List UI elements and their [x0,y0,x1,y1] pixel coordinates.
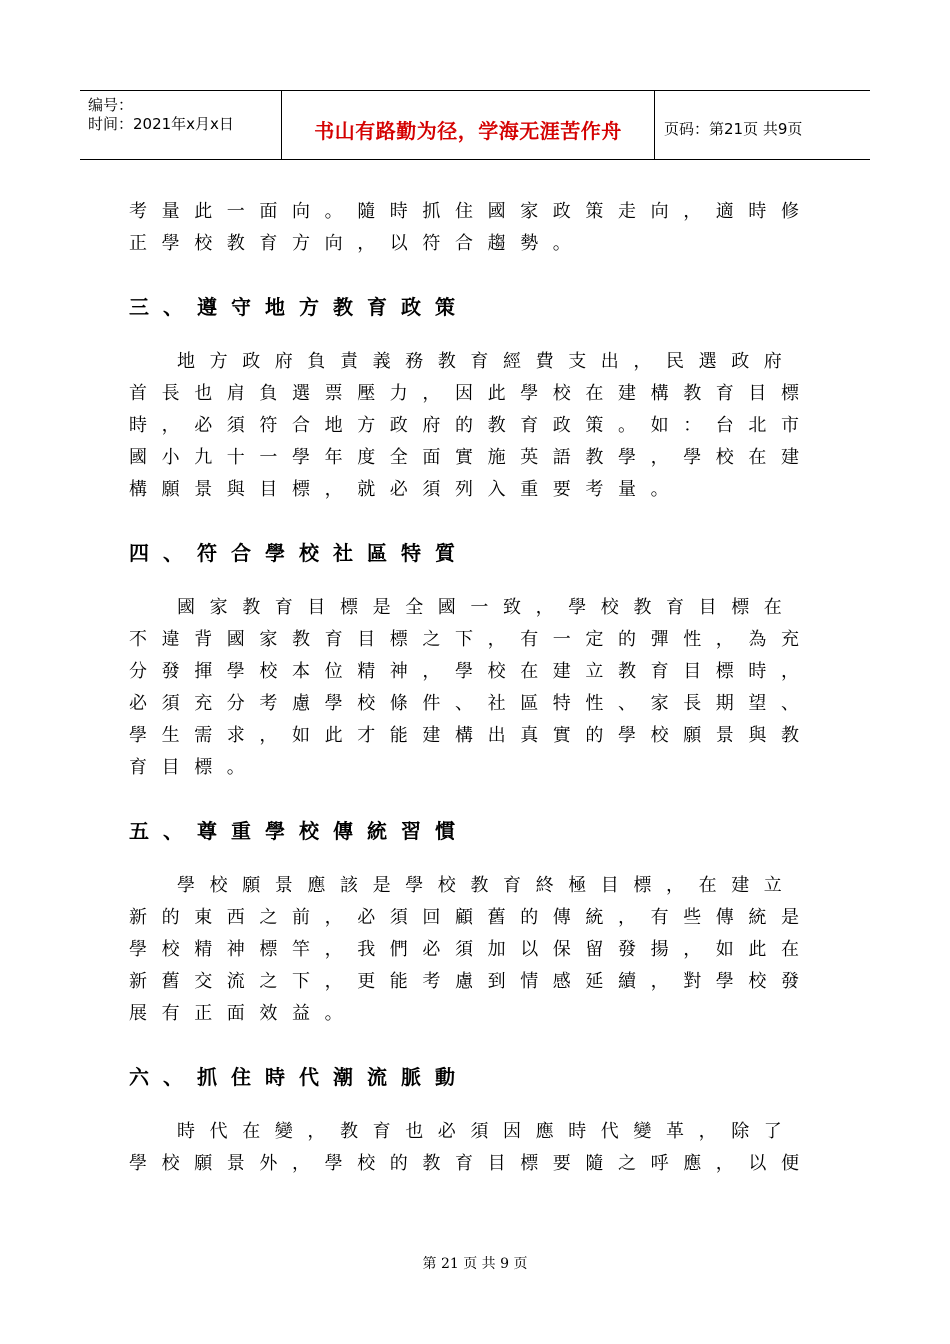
section-heading-4: 四、符合學校社區特質 [129,541,469,565]
header-info-cell [80,91,282,159]
document-body [129,196,819,1180]
section-heading-3: 三、遵守地方教育政策 [129,295,469,319]
page-footer: 第 21 页 共 9 页 [422,1256,528,1272]
header-motto: 书山有路勤为径，学海无涯苦作舟 [314,119,622,143]
section-paragraph-3: 地方政府負責義務教育經費支出，民選政府首長也肩負選票壓力，因此學校在建構教育目標時，必須符合地方政府的教育政策。如：台北市國小九十一學年度全面實施英語教學，學校在建構願景與目標，就必須列入重要考量。 [129,351,814,500]
section-heading-6: 六、抓住時代潮流脈動 [129,1065,469,1089]
paragraph-continued: 考量此一面向。隨時抓住國家政策走向，適時修正學校教育方向，以符合趨勢。 [129,201,814,254]
header-page-cell [655,91,870,159]
section-paragraph-4: 國家教育目標是全國一致，學校教育目標在不違背國家教育目標之下，有一定的彈性，為充分發揮學校本位精神，學校在建立教育目標時，必須充分考慮學校條件、社區特性、家長期望、學生需求，如此才能建構出真實的學校願景與教育目標。 [129,597,814,778]
section-heading-5: 五、尊重學校傳統習慣 [129,819,469,843]
header-motto-cell [282,91,655,159]
section-paragraph-5: 學校願景應該是學校教育終極目標，在建立新的東西之前，必須回顧舊的傳統，有些傳統是學校精神標竿，我們必須加以保留發揚，如此在新舊交流之下，更能考慮到情感延續，對學校發展有正面效益。 [129,875,814,1024]
document-number-label: 编号： [88,96,134,114]
document-time-label: 时间：2021年x月x日 [88,115,234,133]
header-table [80,90,870,160]
header-page-label: 页码：第21页 共9页 [664,120,803,138]
section-paragraph-6: 時代在變，教育也必須因應時代變革，除了學校願景外，學校的教育目標要隨之呼應，以便 [129,1121,814,1174]
